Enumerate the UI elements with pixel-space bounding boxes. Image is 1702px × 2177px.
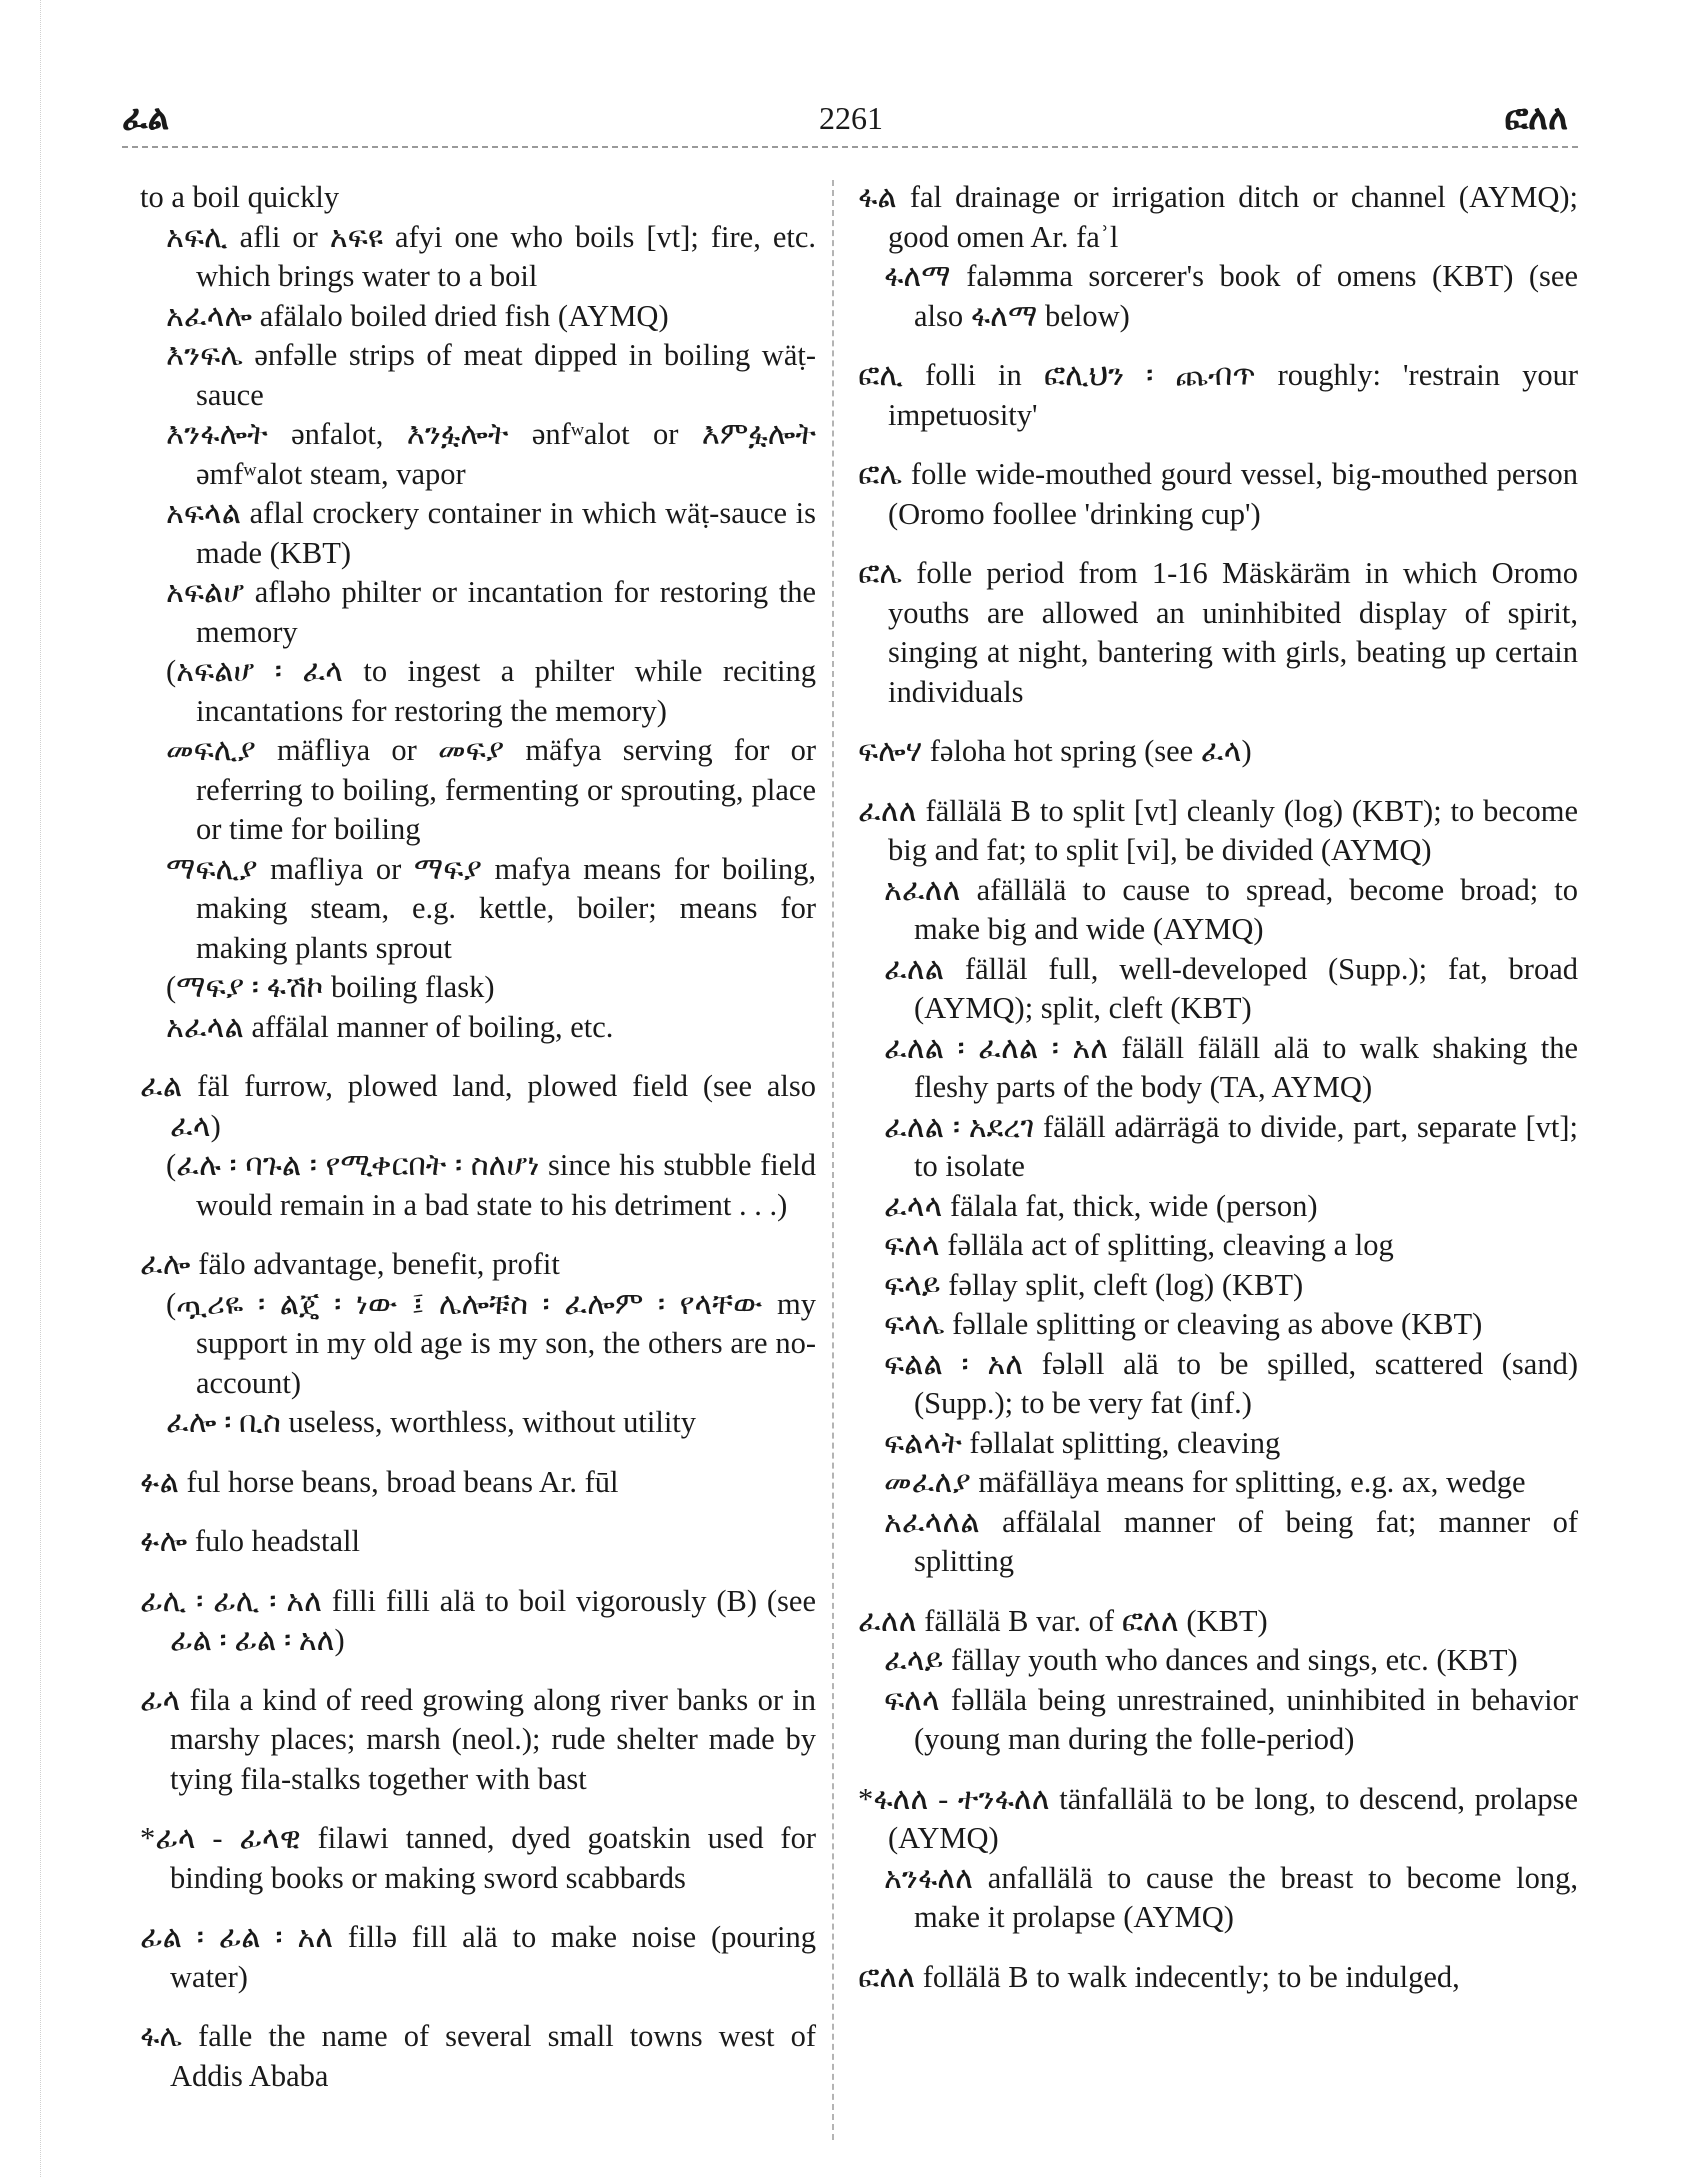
entry-line: to a boil quickly bbox=[140, 180, 340, 214]
subentry-line: ፈለል ፡ ፈለል ፡ አለ fäläll fäläll alä to walk shaking the fleshy parts of the body (TA, AYMQ) bbox=[884, 1030, 1578, 1104]
subentry-line: ፍላሌ fəllale splitting or cleaving as above (KBT) bbox=[884, 1307, 1483, 1341]
entry-headline: ፎሌ folle period from 1-16 Mäskäräm in which Oromo youths are allowed an uninhibited display of spirit, singing at night, bantering with girls, beating up certain individuals bbox=[858, 556, 1578, 709]
subentry-line: አፈላለል affälalal manner of being fat; manner of splitting bbox=[884, 1504, 1578, 1578]
entry-headline: *ፊላ - ፊላዊ filawi tanned, dyed goatskin used for binding books or making sword scabbards bbox=[140, 1821, 816, 1895]
subentry-line: (ፈሉ ፡ ባጉል ፡ የሚቀርበት ፡ ስለሆነ since his stubble field would remain in a bad state to his detriment . . .) bbox=[166, 1148, 816, 1222]
margin-rule bbox=[40, 0, 41, 2177]
entry-headline: ፊሊ ፡ ፊሊ ፡ አለ filli filli alä to boil vigorously (B) (see ፊል ፡ ፊል ፡ አለ) bbox=[140, 1583, 816, 1657]
entry bbox=[140, 1582, 816, 1661]
entry bbox=[140, 1819, 816, 1898]
entry bbox=[858, 178, 1578, 336]
running-head-right: ፎለለ bbox=[1504, 100, 1568, 137]
entry-headline: *ፋለለ - ተንፋለለ tänfallälä to be long, to descend, prolapse (AYMQ) bbox=[858, 1781, 1578, 1855]
entry bbox=[140, 1918, 816, 1997]
page-number: 2261 bbox=[819, 100, 883, 136]
entry-headline: ፎሌ folle wide-mouthed gourd vessel, big-mouthed person (Oromo foollee 'drinking cup') bbox=[858, 457, 1578, 531]
entry-headline: ፊላ fila a kind of reed growing along river banks or in marshy places; marsh (neol.); rude shelter made by tying fila-stalks together with bast bbox=[140, 1682, 816, 1796]
entry bbox=[140, 1245, 816, 1443]
subentry-line: እንፍሌ ənfəlle strips of meat dipped in boiling wäṭ-sauce bbox=[166, 338, 816, 412]
entry bbox=[858, 356, 1578, 435]
entry-headline: ፈሎ fälo advantage, benefit, profit bbox=[140, 1247, 560, 1281]
subentry-line: ፍላይ fəllay split, cleft (log) (KBT) bbox=[884, 1267, 1304, 1302]
entry bbox=[140, 1067, 816, 1225]
entry-headline: ፉል ful horse beans, broad beans Ar. fūl bbox=[140, 1464, 619, 1499]
subentry-line: አፈላል affälal manner of boiling, etc. bbox=[166, 1009, 614, 1044]
subentry-line: (ማፍያ ፡ ፋሽኮ boiling flask) bbox=[166, 970, 495, 1004]
entry bbox=[140, 1463, 816, 1503]
entry-continuation bbox=[140, 178, 816, 1047]
subentry-line: መፍሊያ mäfliya or መፍያ mäfya serving for or referring to boiling, fermenting or sprouting, place or time for boiling bbox=[166, 733, 816, 846]
entry-headline: ፈለለ fällälä B to split [vt] cleanly (log) (KBT); to become big and fat; to split [vi], be divided (AYMQ) bbox=[858, 793, 1578, 867]
entry bbox=[858, 1958, 1578, 1998]
entry bbox=[858, 732, 1578, 772]
entry-headline: ፎለለ follälä B to walk indecently; to be indulged, bbox=[858, 1959, 1460, 1994]
subentry-line: ፍልል ፡ አለ fələll alä to be spilled, scattered (sand) (Supp.); to be very fat (inf.) bbox=[884, 1346, 1578, 1420]
subentry-line: መፈለያ mäfälläya means for splitting, e.g. ax, wedge bbox=[884, 1465, 1526, 1499]
entry-headline: ፈል fäl furrow, plowed land, plowed field (see also ፈላ) bbox=[140, 1069, 816, 1143]
entry-headline: ፉሎ fulo headstall bbox=[140, 1524, 360, 1558]
entry bbox=[140, 1681, 816, 1800]
entry-headline: ፎሊ folli in ፎሊህን ፡ ጨብጥ roughly: 'restrain your impetuosity' bbox=[858, 358, 1578, 432]
subentry-line: አፈለለ afällälä to cause to spread, become broad; to make big and wide (AYMQ) bbox=[884, 872, 1578, 946]
subentry-line: (አፍልሆ ፡ ፈላ to ingest a philter while reciting incantations for restoring the memory) bbox=[166, 654, 816, 728]
entry bbox=[858, 554, 1578, 712]
subentry-line: ፍለላ fəlläla being unrestrained, uninhibited in behavior (young man during the folle-period) bbox=[884, 1682, 1578, 1756]
subentry-line: ፍለላ fəlläla act of splitting, cleaving a log bbox=[884, 1228, 1394, 1262]
entry-headline: ፍሎሃ fəloha hot spring (see ፈላ) bbox=[858, 734, 1252, 768]
entry bbox=[858, 455, 1578, 534]
entry-headline: ፋል fal drainage or irrigation ditch or channel (AYMQ); good omen Ar. faʾl bbox=[858, 180, 1578, 254]
entry-headline: ፈለለ fällälä B var. of ፎለለ (KBT) bbox=[858, 1603, 1268, 1638]
running-head-left: ፈል bbox=[122, 100, 170, 137]
subentry-line: አንፋለለ anfallälä to cause the breast to become long, make it prolapse (AYMQ) bbox=[884, 1860, 1578, 1934]
left-column bbox=[140, 178, 816, 2116]
subentry-line: ፍልላት fəllalat splitting, cleaving bbox=[884, 1425, 1281, 1460]
subentry-line: ፈሎ ፡ ቢስ useless, worthless, without utility bbox=[166, 1405, 697, 1439]
subentry-line: አፍሊ afli or አፍዩ afyi one who boils [vt]; fire, etc. which brings water to a boil bbox=[166, 219, 816, 293]
subentry-line: ፈላይ fällay youth who dances and sings, etc. (KBT) bbox=[884, 1643, 1518, 1677]
subentry-line: ፈለል ፡ አደረገ fäläll adärrägä to divide, part, separate [vt]; to isolate bbox=[884, 1109, 1578, 1183]
subentry-line: ፋለማ faləmma sorcerer's book of omens (KBT) (see also ፋለማ below) bbox=[884, 259, 1578, 333]
subentry-line: አፍልሆ afləho philter or incantation for restoring the memory bbox=[166, 575, 816, 649]
subentry-line: ፈለል fälläl full, well-developed (Supp.); fat, broad (AYMQ); split, cleft (KBT) bbox=[884, 951, 1578, 1025]
entry bbox=[858, 1780, 1578, 1938]
entry-headline: ፋሌ falle the name of several small towns west of Addis Ababa bbox=[140, 2019, 816, 2093]
header-rule bbox=[122, 146, 1578, 148]
subentry-line: (ጧሪዬ ፡ ልጄ ፡ ነው ፤ ሌሎቹስ ፡ ፈሎም ፡ የላቸው my support in my old age is my son, the others are no-account) bbox=[166, 1286, 816, 1400]
subentry-line: ማፍሊያ mafliya or ማፍያ mafya means for boiling, making steam, e.g. kettle, boiler; means for making plants sprout bbox=[166, 851, 816, 965]
entry bbox=[858, 1602, 1578, 1760]
subentry-line: አፍላል aflal crockery container in which wäṭ-sauce is made (KBT) bbox=[166, 496, 816, 570]
subentry-line: ፈላላ fälala fat, thick, wide (person) bbox=[884, 1188, 1318, 1223]
entry bbox=[140, 1522, 816, 1562]
subentry-line: እንፋሎት ənfalot, እንፏሎት ənfʷalot or እምፏሎት əmfʷalot steam, vapor bbox=[166, 417, 816, 491]
entry-headline: ፊል ፡ ፊል ፡ አለ fillə fill alä to make noise (pouring water) bbox=[140, 1920, 816, 1994]
column-divider bbox=[832, 180, 834, 2140]
entry bbox=[858, 792, 1578, 1582]
entry bbox=[140, 2017, 816, 2096]
subentry-line: አፈላሎ afälalo boiled dried fish (AYMQ) bbox=[166, 298, 669, 333]
right-column bbox=[858, 178, 1578, 2017]
